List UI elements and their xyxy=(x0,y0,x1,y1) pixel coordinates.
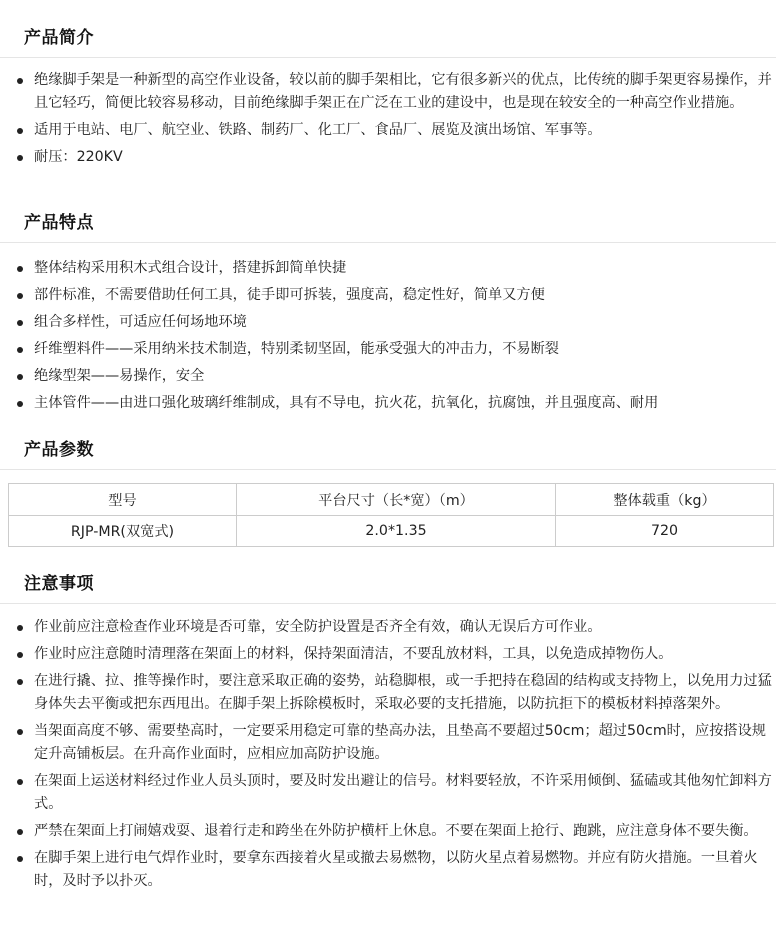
list-item: 在脚手架上进行电气焊作业时，要拿东西接着火星或撤去易燃物，以防火星点着易燃物。并应有防火措施。一旦着火时，及时予以扑灭。 xyxy=(16,847,774,893)
list-item: 组合多样性，可适应任何场地环境 xyxy=(16,311,774,334)
column-header-load: 整体载重（kg） xyxy=(556,484,774,516)
column-header-model: 型号 xyxy=(9,484,237,516)
list-item: 绝缘型架——易操作，安全 xyxy=(16,365,774,388)
list-item: 绝缘脚手架是一种新型的高空作业设备，较以前的脚手架相比，它有很多新兴的优点，比传统的脚手架更容易操作，并且它轻巧，简便比较容易移动，目前绝缘脚手架正在广泛在工业的建设中，也是现在较安全的一种高空作业措施。 xyxy=(16,69,774,115)
intro-list xyxy=(16,69,774,173)
intro-divider xyxy=(0,57,776,58)
params-title: 产品参数 xyxy=(24,440,94,460)
cell-platform-size: 2.0*1.35 xyxy=(237,516,556,547)
params-table xyxy=(8,483,774,547)
notes-list xyxy=(16,616,774,897)
cell-load: 720 xyxy=(556,516,774,547)
notes-title: 注意事项 xyxy=(24,574,94,594)
list-item: 在架面上运送材料经过作业人员头顶时，要及时发出避让的信号。材料要轻放，不许采用倾倒、猛磕或其他匆忙卸料方式。 xyxy=(16,770,774,816)
notes-divider xyxy=(0,603,776,604)
list-item: 适用于电站、电厂、航空业、铁路、制药厂、化工厂、食品厂、展览及演出场馆、军事等。 xyxy=(16,119,774,142)
features-list xyxy=(16,257,774,419)
params-divider xyxy=(0,469,776,470)
column-header-platform-size: 平台尺寸（长*宽）（m） xyxy=(237,484,556,516)
cell-model: RJP-MR(双宽式) xyxy=(9,516,237,547)
list-item: 严禁在架面上打闹嬉戏耍、退着行走和跨坐在外防护横杆上休息。不要在架面上抢行、跑跳，应注意身体不要失衡。 xyxy=(16,820,774,843)
features-title: 产品特点 xyxy=(24,213,94,233)
list-item: 部件标准，不需要借助任何工具，徒手即可拆装，强度高，稳定性好，简单又方便 xyxy=(16,284,774,307)
features-divider xyxy=(0,242,776,243)
list-item: 纤维塑料件——采用纳米技术制造，特别柔韧坚固，能承受强大的冲击力，不易断裂 xyxy=(16,338,774,361)
list-item: 作业时应注意随时清理落在架面上的材料，保持架面清洁，不要乱放材料，工具，以免造成掉物伤人。 xyxy=(16,643,774,666)
table-header-row xyxy=(9,484,774,516)
list-item: 作业前应注意检查作业环境是否可靠，安全防护设置是否齐全有效，确认无误后方可作业。 xyxy=(16,616,774,639)
table-row xyxy=(9,516,774,547)
list-item: 整体结构采用积木式组合设计，搭建拆卸简单快捷 xyxy=(16,257,774,280)
list-item: 在进行撬、拉、推等操作时，要注意采取正确的姿势，站稳脚根，或一手把持在稳固的结构或支持物上，以免用力过猛身体失去平衡或把东西甩出。在脚手架上拆除模板时，采取必要的支托措施，以防抗拒下的模板材料掉落架外。 xyxy=(16,670,774,716)
list-item: 耐压：220KV xyxy=(16,146,774,169)
list-item: 主体管件——由进口强化玻璃纤维制成，具有不导电，抗火花，抗氧化，抗腐蚀，并且强度高、耐用 xyxy=(16,392,774,415)
intro-title: 产品简介 xyxy=(24,28,94,48)
list-item: 当架面高度不够、需要垫高时，一定要采用稳定可靠的垫高办法，且垫高不要超过50cm；超过50cm时，应按搭设规定升高铺板层。在升高作业面时，应相应加高防护设施。 xyxy=(16,720,774,766)
